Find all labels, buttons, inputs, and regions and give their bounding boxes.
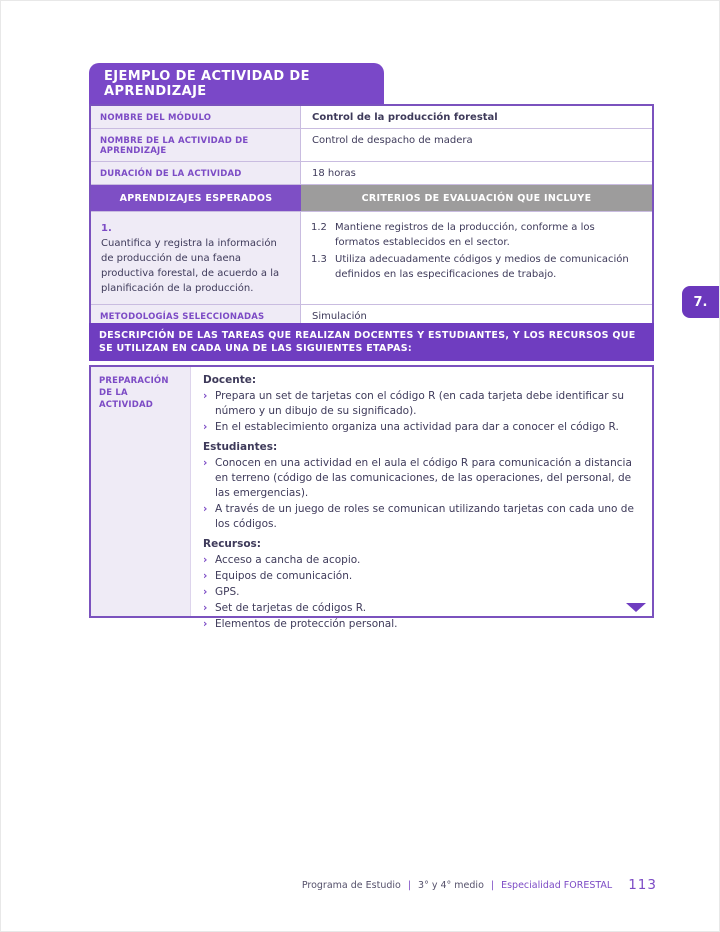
criteria-cell [301,212,652,304]
learning-number: 1. [101,223,112,234]
list-item [203,420,640,435]
list-item-text: Equipos de comunicación. [215,570,353,582]
page-title-label: EJEMPLO DE ACTIVIDAD DE APRENDIZAJE [104,68,310,99]
list-item-text: A través de un juego de roles se comunican utilizando tarjetas con cada uno de los códigos. [215,503,634,530]
preparation-content [191,367,652,630]
footer-specialty-text: Especialidad FORESTAL [501,879,613,891]
list-item [203,569,640,584]
methodology-value: Simulación [301,305,652,327]
bullet-icon: › [203,554,208,566]
list-item [203,502,640,532]
bullet-icon: › [203,586,208,598]
table-row-learning-criteria [91,212,652,305]
footer-program-text: Programa de Estudio [301,879,401,891]
estudiantes-heading: Estudiantes: [203,441,278,453]
list-item [203,617,640,632]
methodology-label: METODOLOGÍAS SELECCIONADAS [91,305,301,327]
evaluation-criteria-header: CRITERIOS DE EVALUACIÓN QUE INCLUYE [301,185,652,211]
list-item-text: En el establecimiento organiza una actividad para dar a conocer el código R. [215,421,619,433]
list-item [203,553,640,568]
bullet-icon: › [203,602,208,614]
activity-name-value: Control de despacho de madera [301,129,652,161]
page-title [89,63,384,104]
list-item [203,456,640,501]
preparation-stage-label: PREPARACIÓN DE LA ACTIVIDAD [91,367,191,616]
docente-heading: Docente: [203,374,257,386]
duration-value: 18 horas [301,162,652,184]
footer-separator: | [490,879,495,891]
expected-learning-cell [91,212,301,304]
bullet-icon: › [203,421,208,433]
criteria-number: 1.3 [311,254,327,265]
criteria-number: 1.2 [311,222,327,233]
criteria-text: Mantiene registros de la producción, conforme a los formatos establecidos en el sector. [335,222,595,248]
list-item-text: Set de tarjetas de códigos R. [215,602,367,614]
table-row-activity-name [91,129,652,162]
module-value: Control de la producción forestal [301,106,652,128]
list-item-text: Acceso a cancha de acopio. [215,554,361,566]
table-header-row [91,185,652,212]
list-item [203,601,640,616]
chapter-tab[interactable] [682,286,719,318]
description-banner: DESCRIPCIÓN DE LAS TAREAS QUE REALIZAN DOCENTES Y ESTUDIANTES, Y LOS RECURSOS QUE SE UTILIZAN EN CADA UNA DE LAS SIGUIENTES ETAPAS: [89,323,654,361]
list-item-text: Prepara un set de tarjetas con el código R (en cada tarjeta debe identificar su número y un dibujo de su significado). [215,390,624,417]
list-item [203,585,640,600]
activity-info-table [89,104,654,329]
expected-learning-header: APRENDIZAJES ESPERADOS [91,185,301,211]
footer-separator: | [407,879,412,891]
bullet-icon: › [203,503,208,515]
preparation-section [89,365,654,630]
criteria-text: Utiliza adecuadamente códigos y medios de comunicación definidos en las especificaciones de trabajo. [335,254,629,280]
learning-text: Cuantifica y registra la información de producción de una faena productiva forestal, de acuerdo a la planificación de la producción. [101,238,280,294]
bullet-icon: › [203,390,208,402]
list-item-text: Elementos de protección personal. [215,618,398,630]
list-item-text: GPS. [215,586,240,598]
table-row-duration [91,162,652,185]
table-row-module [91,106,652,129]
criteria-item [311,253,642,282]
criteria-item [311,221,642,250]
continuation-arrow-icon [626,603,646,612]
chapter-tab-label: 7. [693,294,708,310]
bullet-icon: › [203,618,208,630]
page-number: 113 [628,877,657,893]
list-item-text: Conocen en una actividad en el aula el código R para comunicación a distancia en terreno (código de las comunicaciones, de las operaciones, del personal, de las emergencias). [215,457,632,499]
duration-label: DURACIÓN DE LA ACTIVIDAD [91,162,301,184]
bullet-icon: › [203,570,208,582]
bullet-icon: › [203,457,208,469]
recursos-heading: Recursos: [203,538,261,550]
module-label: NOMBRE DEL MÓDULO [91,106,301,128]
list-item [203,389,640,419]
footer-grade-text: 3° y 4° medio [418,879,484,891]
activity-name-label: NOMBRE DE LA ACTIVIDAD DE APRENDIZAJE [91,129,301,161]
page-footer [302,877,657,893]
